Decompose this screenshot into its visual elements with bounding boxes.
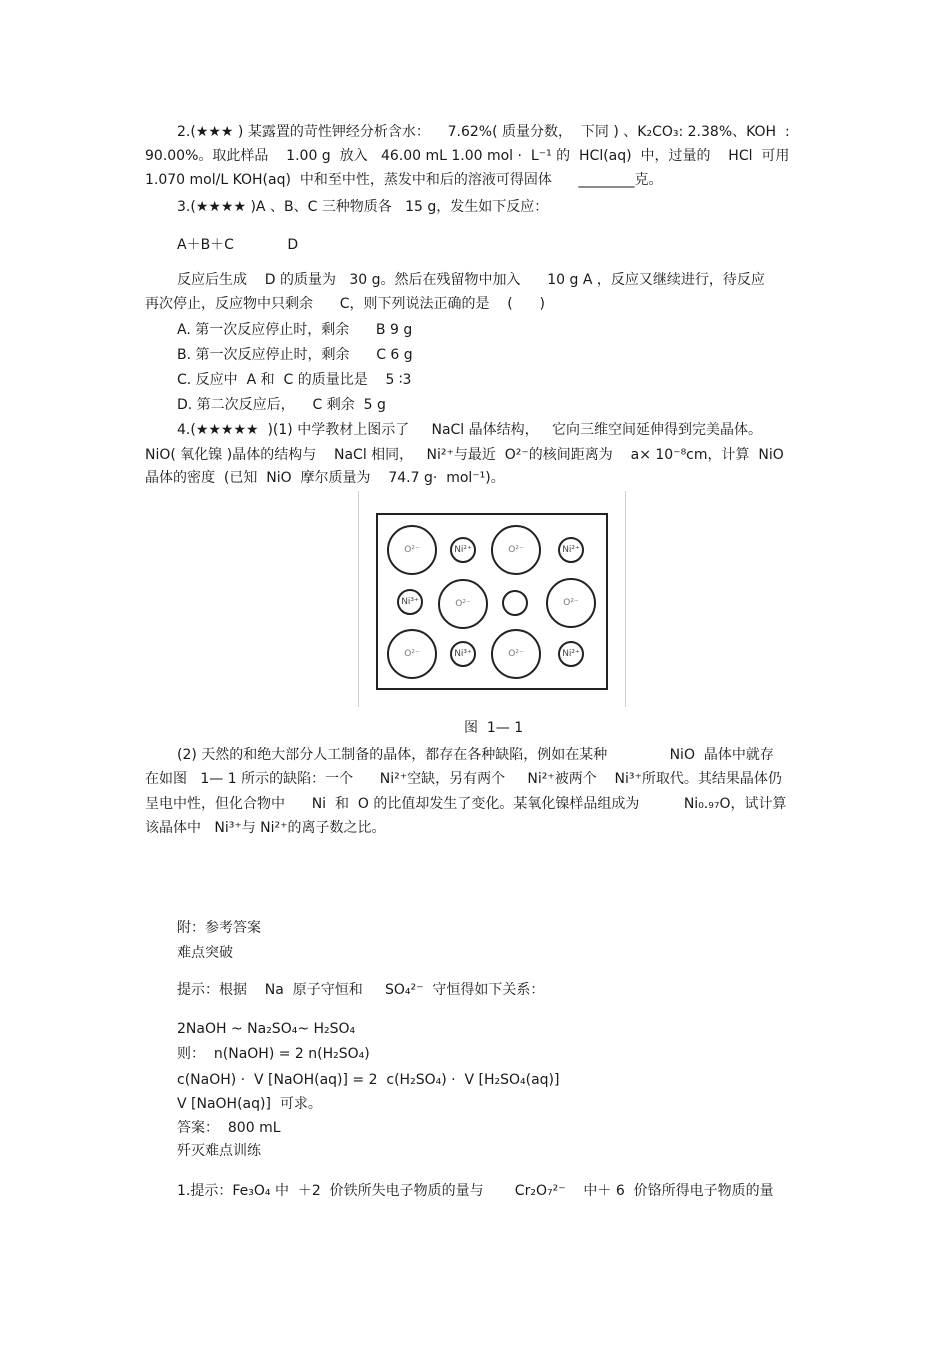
answers-section-1: 难点突破 bbox=[177, 945, 233, 961]
ion-r3c2: Ni³⁺ bbox=[450, 641, 476, 667]
answers-eq-1: 2NaOH ~ Na₂SO₄~ H₂SO₄ bbox=[177, 1021, 356, 1037]
q3-option-d: D. 第二次反应后， C 剩余 5 g bbox=[177, 397, 386, 413]
q4-line2: NiO( 氧化镍 )晶体的结构与 NaCl 相同， Ni²⁺与最近 O²⁻的核间距离为 a× 10⁻⁸cm，计算 NiO bbox=[145, 447, 784, 463]
ion-r2c1: Ni³⁺ bbox=[397, 589, 423, 615]
q3-option-c: C. 反应中 A 和 C 的质量比是 5 ∶3 bbox=[177, 372, 412, 388]
ni-vacancy bbox=[502, 590, 528, 616]
q2-line3: 1.070 mol/L KOH(aq) 中和至中性，蒸发中和后的溶液可得固体 ________克。 bbox=[145, 172, 663, 188]
answers-hint-1: 提示：根据 Na 原子守恒和 SO₄²⁻ 守恒得如下关系： bbox=[177, 982, 545, 998]
q3-line1: 3.(★★★★ )A 、B、C 三种物质各 15 g，发生如下反应： bbox=[177, 199, 549, 215]
answers-answer: 答案： 800 mL bbox=[177, 1120, 281, 1136]
ion-r3c1: O²⁻ bbox=[387, 629, 437, 679]
q4-line3: 晶体的密度 (已知 NiO 摩尔质量为 74.7 g· mol⁻¹)。 bbox=[145, 470, 505, 486]
q4-part2-line1: (2) 天然的和绝大部分人工制备的晶体，都存在各种缺陷，例如在某种 NiO 晶体中就存 bbox=[177, 747, 774, 763]
q4-part2-line4: 该晶体中 Ni³⁺与 Ni²⁺的离子数之比。 bbox=[145, 820, 386, 836]
ion-r1c4: Ni²⁺ bbox=[558, 537, 584, 563]
answers-heading: 附：参考答案 bbox=[177, 920, 261, 936]
ion-r3c4: Ni²⁺ bbox=[558, 641, 584, 667]
answers-hint-2: 1.提示：Fe₃O₄ 中 ＋2 价铁所失电子物质的量与 Cr₂O₇²⁻ 中＋ 6 价铬所得电子物质的量 bbox=[177, 1183, 774, 1199]
q4-part2-line3: 呈电中性，但化合物中 Ni 和 O 的比值却发生了变化。某氧化镍样品组成为 Ni₀.₉₇O，试计算 bbox=[145, 796, 787, 812]
q4-line1: 4.(★★★★★ )(1) 中学教材上图示了 NaCl 晶体结构， 它向三维空间延伸得到完美晶体。 bbox=[177, 422, 762, 438]
q3-reaction: A＋B＋C D bbox=[177, 237, 299, 253]
answers-section-2: 歼灭难点训练 bbox=[177, 1143, 261, 1159]
q3-option-a: A. 第一次反应停止时，剩余 B 9 g bbox=[177, 322, 413, 338]
q2-line2: 90.00%。取此样品 1.00 g 放入 46.00 mL 1.00 mol · L⁻¹ 的 HCl(aq) 中，过量的 HCl 可用 bbox=[145, 148, 790, 164]
q3-line3: 再次停止，反应物中只剩余 C，则下列说法正确的是 ( ) bbox=[145, 296, 545, 312]
ion-r1c2: Ni²⁺ bbox=[450, 537, 476, 563]
ion-r3c3: O²⁻ bbox=[491, 629, 541, 679]
answers-eq-4: V [NaOH(aq)] 可求。 bbox=[177, 1096, 322, 1112]
ion-r1c3: O²⁻ bbox=[491, 525, 541, 575]
q2-line1: 2.(★★★ ) 某露置的苛性钾经分析含水： 7.62%( 质量分数， 下同 ) 、K₂CO₃: 2.38%、KOH : bbox=[177, 124, 790, 140]
q4-part2-line2: 在如图 1— 1 所示的缺陷：一个 Ni²⁺空缺，另有两个 Ni²⁺被两个 Ni³⁺所取代。其结果晶体仍 bbox=[145, 771, 782, 787]
ion-r1c1: O²⁻ bbox=[387, 525, 437, 575]
q3-option-b: B. 第一次反应停止时，剩余 C 6 g bbox=[177, 347, 413, 363]
ion-r2c4: O²⁻ bbox=[546, 578, 596, 628]
answers-eq-3: c(NaOH) · V [NaOH(aq)] = 2 c(H₂SO₄) · V [H₂SO₄(aq)] bbox=[177, 1072, 560, 1088]
q3-line2: 反应后生成 D 的质量为 30 g。然后在残留物中加入 10 g A ，反应又继续进行，待反应 bbox=[177, 272, 765, 288]
answers-eq-2: 则： n(NaOH) = 2 n(H₂SO₄) bbox=[177, 1046, 370, 1062]
ion-r2c2: O²⁻ bbox=[438, 579, 488, 629]
figure-caption: 图 1— 1 bbox=[464, 720, 524, 736]
